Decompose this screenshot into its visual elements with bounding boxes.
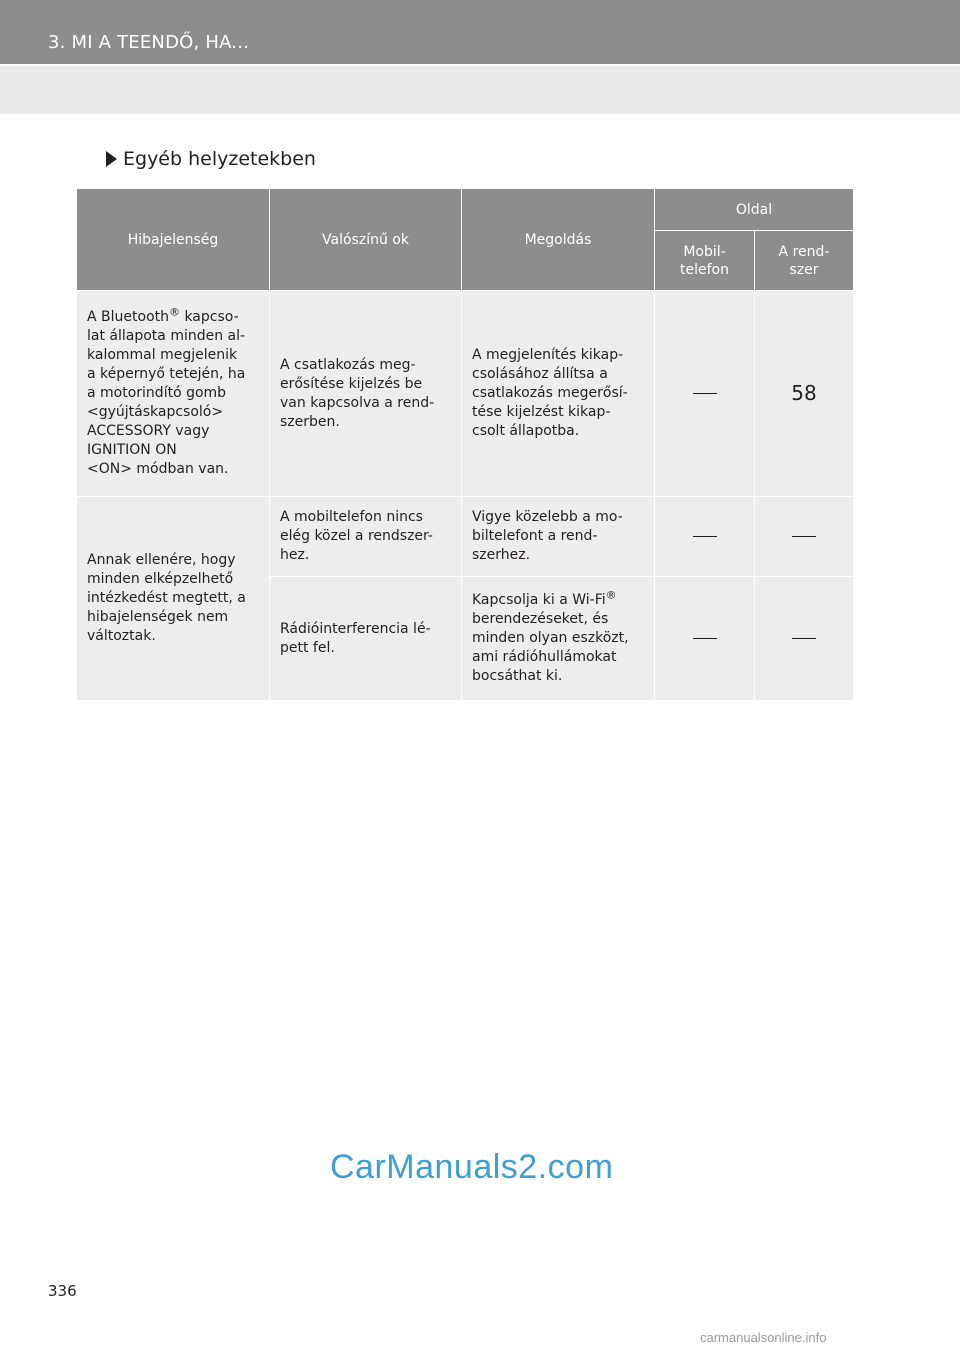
header-sub-band [0,66,960,114]
dash-icon [693,393,717,394]
section-heading [106,148,316,170]
header-page: Oldal [655,189,854,231]
header-symptom: Hibajelenség [77,189,270,291]
row3-cause: Rádióinterferencia lé- pett fel. [270,577,462,701]
header-band [0,0,960,66]
row2-page-phone [655,497,755,577]
header-solution: Megoldás [462,189,655,291]
footer-source: carmanualsonline.info [700,1330,827,1345]
dash-icon [792,638,816,639]
row1-symptom: A Bluetooth® kapcso- lat állapota minden al- kalommal megjelenik a képernyő tetején, ha a motorindító gomb <gyújtáskapcsoló> ACCESSORY vagy IGNITION ON <ON> módban van. [77,291,270,497]
triangle-bullet-icon [106,151,117,167]
header-phone: Mobil- telefon [655,231,755,291]
row3-page-phone [655,577,755,701]
header-cause: Valószínű ok [270,189,462,291]
dash-icon [792,536,816,537]
row2-cause: A mobiltelefon nincs elég közel a rendszer- hez. [270,497,462,577]
row2-solution: Vigye közelebb a mo- biltelefont a rend- szerhez. [462,497,655,577]
row1-solution: A megjelenítés kikap- csolásához állítsa a csatlakozás megerősí- tése kijelzést kikap- csolt állapotba. [462,291,655,497]
dash-icon [693,536,717,537]
table-row [77,497,854,577]
row1-page-system: 58 [755,291,854,497]
row1-page-phone [655,291,755,497]
row2-symptom: Annak ellenére, hogy minden elképzelhető intézkedést megtett, a hibajelenségek nem változtak. [77,497,270,701]
row2-page-system [755,497,854,577]
page-number: 336 [48,1282,77,1300]
table-row [77,291,854,497]
row3-page-system [755,577,854,701]
row3-solution: Kapcsolja ki a Wi-Fi® berendezéseket, és minden olyan eszközt, ami rádióhullámokat bocsáthat ki. [462,577,655,701]
watermark-logo: CarManuals2.com [330,1148,614,1186]
troubleshooting-table [76,188,854,701]
dash-icon [693,638,717,639]
chapter-title: 3. MI A TEENDŐ, HA... [48,32,250,53]
row1-cause: A csatlakozás meg- erősítése kijelzés be van kapcsolva a rend- szerben. [270,291,462,497]
section-heading-text: Egyéb helyzetekben [123,148,316,170]
header-system: A rend- szer [755,231,854,291]
